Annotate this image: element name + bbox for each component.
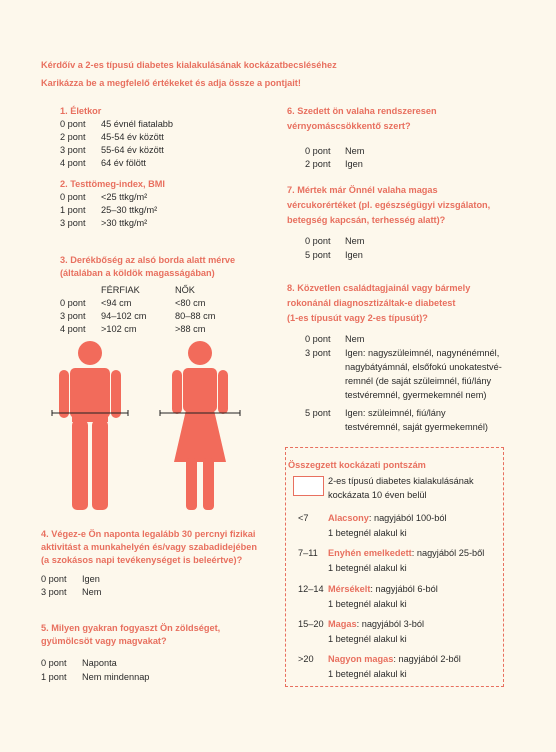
points: 3 pont xyxy=(60,145,86,155)
option-text: Nem mindennap xyxy=(82,672,150,682)
points: 1 pont xyxy=(60,205,86,215)
points: 3 pont xyxy=(60,218,86,228)
men-value: 94–102 cm xyxy=(101,311,147,321)
women-value: 80–88 cm xyxy=(175,311,216,321)
risk-text: : nagyjából 2-ből xyxy=(393,654,461,664)
score-range: <7 xyxy=(298,513,309,523)
option-text: Igen xyxy=(82,574,100,584)
points: 0 pont xyxy=(305,146,331,156)
q1-heading: 1. Életkor xyxy=(60,106,102,116)
option-text: 64 év fölött xyxy=(101,158,146,168)
women-value: <80 cm xyxy=(175,298,206,308)
option-text: Igen: nagyszüleimnél, nagynénémnél, xyxy=(345,348,500,358)
option-text: remnél (de saját szüleimnél, fiú/lány xyxy=(345,376,492,386)
risk-text: : nagyjából 100-ból xyxy=(368,513,447,523)
summary-heading: Összegzett kockázati pontszám xyxy=(288,460,426,470)
summary-intro-line: 2-es típusú diabetes kialakulásának xyxy=(328,476,474,486)
option-text: Igen: szüleimnél, fiú/lány xyxy=(345,408,446,418)
points: 0 pont xyxy=(60,298,86,308)
risk-text: 1 betegnél alakul ki xyxy=(328,599,407,609)
points: 0 pont xyxy=(41,658,67,668)
option-text: nagybátyámnál, elsőfokú unokatestvé- xyxy=(345,362,502,372)
option-text: <25 ttkg/m² xyxy=(101,192,148,202)
risk-text: 1 betegnél alakul ki xyxy=(328,563,407,573)
points: 3 pont xyxy=(305,348,331,358)
points: 0 pont xyxy=(60,192,86,202)
score-range: 15–20 xyxy=(298,619,324,629)
q8-heading-line: 8. Közvetlen családtagjainál vagy bármely xyxy=(287,283,471,293)
q2-heading: 2. Testtömeg-index, BMI xyxy=(60,179,165,189)
points: 3 pont xyxy=(60,311,86,321)
risk-text: 1 betegnél alakul ki xyxy=(328,634,407,644)
score-range: 12–14 xyxy=(298,584,324,594)
women-value: >88 cm xyxy=(175,324,206,334)
q4-heading-line: 4. Végez-e Ön naponta legalább 30 percnyi fizikai xyxy=(41,529,256,539)
q3-heading-1: 3. Derékbőség az alsó borda alatt mérve xyxy=(60,255,236,265)
option-text: Nem xyxy=(345,146,365,156)
points: 0 pont xyxy=(60,119,86,129)
risk-label: Alacsony xyxy=(328,513,369,523)
female-figure-icon xyxy=(158,340,242,516)
risk-label: Mérsékelt xyxy=(328,584,371,594)
risk-label: Nagyon magas xyxy=(328,654,394,664)
men-value: >102 cm xyxy=(101,324,137,334)
points: 4 pont xyxy=(60,158,86,168)
option-text: >30 ttkg/m² xyxy=(101,218,148,228)
q8-heading-line: (1-es típusút vagy 2-es típusút)? xyxy=(287,313,428,323)
risk-text: : nagyjából 3-ból xyxy=(356,619,425,629)
points: 2 pont xyxy=(60,132,86,142)
q3-heading-2: (általában a köldök magasságában) xyxy=(60,268,215,278)
option-text: Igen xyxy=(345,159,363,169)
risk-label: Magas xyxy=(328,619,357,629)
option-text: 25–30 ttkg/m² xyxy=(101,205,158,215)
risk-text: 1 betegnél alakul ki xyxy=(328,528,407,538)
q7-heading-line: vércukorértéket (pl. egészségügyi vizsgálaton, xyxy=(287,200,491,210)
option-text: Igen xyxy=(345,250,363,260)
q5-heading-line: gyümölcsöt vagy magvakat? xyxy=(41,636,167,646)
points: 0 pont xyxy=(41,574,67,584)
option-text: Nem xyxy=(345,236,365,246)
option-text: Naponta xyxy=(82,658,117,668)
q4-heading-line: (a szokásos napi tevékenységet is beleértve)? xyxy=(41,555,243,565)
option-text: Nem xyxy=(82,587,102,597)
q6-heading-line: 6. Szedett ön valaha rendszeresen xyxy=(287,106,437,116)
points: 0 pont xyxy=(305,334,331,344)
option-text: 45-54 év között xyxy=(101,132,164,142)
points: 5 pont xyxy=(305,408,331,418)
q3-column-women: NŐK xyxy=(175,285,195,295)
q7-heading-line: 7. Mértek már Önnél valaha magas xyxy=(287,185,438,195)
total-score-input[interactable] xyxy=(293,476,324,496)
points: 4 pont xyxy=(60,324,86,334)
risk-text: 1 betegnél alakul ki xyxy=(328,669,407,679)
q4-heading-line: aktivitást a munkahelyén és/vagy szabadidejében xyxy=(41,542,258,552)
option-text: Nem xyxy=(345,334,365,344)
q3-column-men: FÉRFIAK xyxy=(101,285,140,295)
score-range: 7–11 xyxy=(298,548,318,558)
option-text: 55-64 év között xyxy=(101,145,164,155)
score-range: >20 xyxy=(298,654,314,664)
points: 1 pont xyxy=(41,672,67,682)
male-figure-icon xyxy=(48,340,132,516)
risk-text: : nagyjából 25-ből xyxy=(411,548,485,558)
men-value: <94 cm xyxy=(101,298,132,308)
points: 3 pont xyxy=(41,587,67,597)
points: 5 pont xyxy=(305,250,331,260)
option-text: testvéremnél, gyermekemnél nem) xyxy=(345,390,487,400)
option-text: testvéremnél, saját gyermekemnél) xyxy=(345,422,488,432)
q5-heading-line: 5. Milyen gyakran fogyaszt Ön zöldséget, xyxy=(41,623,221,633)
risk-text: : nagyjából 6-ból xyxy=(370,584,438,594)
risk-label: Enyhén emelkedett xyxy=(328,548,412,558)
summary-intro-line: kockázata 10 éven belül xyxy=(328,490,427,500)
points: 0 pont xyxy=(305,236,331,246)
points: 2 pont xyxy=(305,159,331,169)
q6-heading-line: vérnyomáscsökkentő szert? xyxy=(287,121,411,131)
title-line-2: Karikázza be a megfelelő értékeket és adja össze a pontjait! xyxy=(41,78,301,88)
q7-heading-line: betegség kapcsán, terhesség alatt)? xyxy=(287,215,446,225)
title-line-1: Kérdőív a 2-es típusú diabetes kialakulásának kockázatbecsléséhez xyxy=(41,60,337,70)
option-text: 45 évnél fiatalabb xyxy=(101,119,174,129)
q8-heading-line: rokonánál diagnosztizáltak-e diabetest xyxy=(287,298,456,308)
